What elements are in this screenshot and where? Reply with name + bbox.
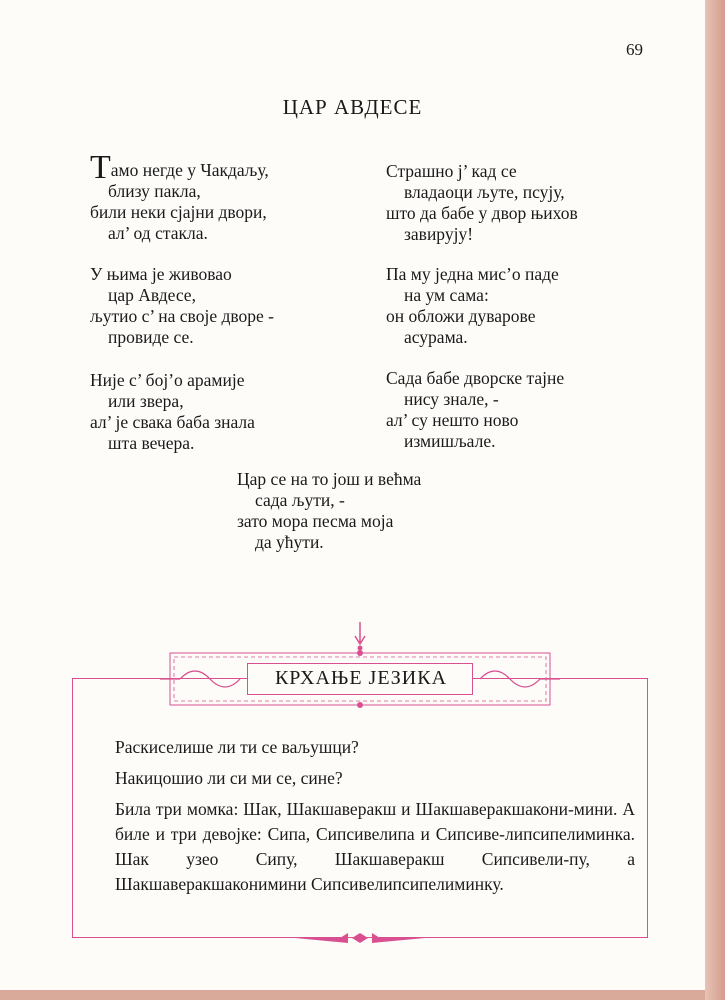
tongue-twister-1: Раскиселише ли ти се ваљушци? [115, 737, 359, 757]
poem-stanza-6 [386, 368, 564, 452]
poem-line: ал’ су нешто ново [386, 410, 519, 430]
poem-stanza-final [237, 469, 421, 553]
poem-line: Страшно ј’ кад се [386, 161, 517, 181]
poem-line: владаоци љуте, псују, [404, 182, 565, 202]
poem-line: или звера, [108, 391, 184, 411]
poem-line: нису знале, - [404, 389, 499, 409]
poem-line: што да бабе у двор њихов [386, 203, 578, 223]
banner-title-box [247, 663, 473, 695]
poem-line: на ум сама: [404, 285, 489, 305]
poem-line: љутио с’ на своје дворе - [90, 306, 274, 326]
poem-line: провиде се. [108, 327, 194, 347]
poem-stanza-1 [90, 149, 269, 244]
poem-stanza-5 [386, 264, 559, 348]
poem-line: да ућути. [255, 532, 324, 552]
poem-line [90, 149, 269, 186]
poem-stanza-3 [90, 370, 255, 454]
poem-line: близу пакла, [108, 181, 201, 201]
poem-stanza-4 [386, 161, 578, 245]
tongue-twister-2: Накицошио ли си ми се, сине? [115, 768, 343, 788]
poem-line: шта вечера. [108, 433, 195, 453]
page-number: 69 [626, 40, 643, 59]
poem-line: У њима је живовао [90, 264, 232, 284]
poem-line: измишљале. [404, 431, 496, 451]
page-edge [705, 0, 725, 1000]
poem-line: цар Авдесе, [108, 285, 196, 305]
poem-line: асурама. [404, 327, 468, 347]
poem-line: зато мора песма моја [237, 511, 394, 531]
poem-line: Није с’ бој’о арамије [90, 370, 245, 390]
poem-line: Сада бабе дворске тајне [386, 368, 565, 388]
poem-line: Па му једна мис’о паде [386, 264, 559, 284]
poem-line: завирују! [404, 224, 474, 244]
poem-line: ал’ је свака баба знала [90, 412, 255, 432]
bottom-ornament-icon [290, 930, 430, 946]
poem-line: били неки сјајни двори, [90, 202, 267, 222]
poem-stanza-2 [90, 264, 274, 348]
poem-line: сада љути, - [255, 490, 345, 510]
section-title: КРХАЊЕ ЈЕЗИКА [274, 667, 448, 689]
poem-line: он обложи дуварове [386, 306, 536, 326]
drop-cap: Т [90, 149, 111, 186]
poem-line: ал’ од стакла. [108, 223, 208, 243]
tongue-twister-paragraph: Била три момка: Шак, Шакшаверакш и Шакшаверакшакони-мини. А биле и три девојке: Сипа, Сипсивелипа и Сипсиве-липсипелиминка. Шак узео Сипу, Шакшаверакш Сипсивели-пу, а Шакшаверакшаконимини Сипсивелипсипелиминку. [115, 799, 635, 894]
poem-line: Цар се на то још и већма [237, 469, 422, 489]
poem-title: ЦАР АВДЕСЕ [282, 95, 423, 119]
section-banner [160, 648, 560, 710]
poem-line-text: амо негде у Чакдаљу, [110, 160, 269, 180]
